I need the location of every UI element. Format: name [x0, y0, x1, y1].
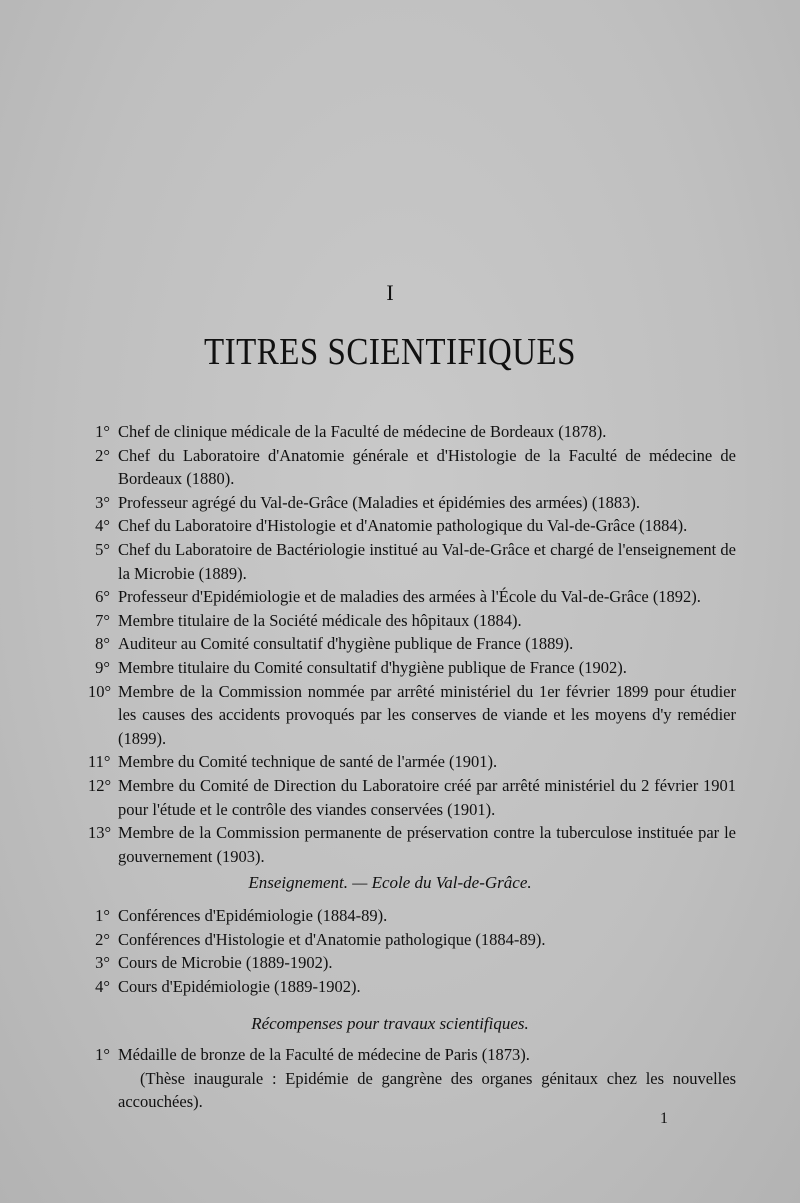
item-number: 1°: [95, 1045, 110, 1064]
item-note: (Thèse inaugurale : Epidémie de gangrène des organes génitaux chez les nouvelles accouchées).: [118, 1068, 736, 1112]
item-number: 13°: [88, 823, 112, 843]
list-item: [68, 975, 736, 999]
item-text: Médaille de bronze de la Faculté de médecine de Paris (1873).: [118, 1045, 530, 1064]
item-text: Membre du Comité de Direction du Laboratoire créé par arrêté ministériel du 2 février 1901 pour l'étude et le contrôle des viandes conservées (1901).: [118, 775, 736, 819]
list-item: [68, 585, 736, 609]
list-item: [68, 904, 736, 928]
item-number: 1°: [95, 422, 110, 441]
enseignement-list: [68, 904, 736, 998]
item-text: Membre titulaire du Comité consultatif d'hygiène publique de France (1902).: [118, 657, 627, 677]
list-item: [68, 444, 736, 491]
item-number: 5°: [95, 539, 110, 559]
item-text: Conférences d'Histologie et d'Anatomie pathologique (1884-89).: [118, 929, 546, 949]
item-text: Chef de clinique médicale de la Faculté de médecine de Bordeaux (1878).: [118, 422, 607, 441]
item-text: Conférences d'Epidémiologie (1884-89).: [118, 906, 388, 925]
part-numeral: I: [386, 280, 394, 305]
recompenses-heading: Récompenses pour travaux scientifiques.: [251, 1014, 529, 1033]
item-text: Membre de la Commission nommée par arrêté ministériel du 1er février 1899 pour étudier les causes des accidents provoqués par les conserves de viande et les moyens d'y remédier (1899).: [118, 681, 736, 748]
item-number: 2°: [95, 445, 110, 465]
item-number: 6°: [95, 587, 110, 607]
item-number: 1°: [95, 906, 110, 925]
item-text: Membre du Comité technique de santé de l'armée (1901).: [118, 752, 498, 772]
item-text: Chef du Laboratoire d'Anatomie générale et d'Histologie de la Faculté de médecine de Bordeaux (1880).: [118, 445, 736, 489]
item-text: Professeur agrégé du Val-de-Grâce (Maladies et épidémies des armées) (1883).: [118, 492, 640, 512]
list-item: [68, 1043, 736, 1067]
list-item: [68, 951, 736, 975]
list-item: [68, 491, 736, 515]
list-item: [68, 538, 736, 585]
item-text: Membre titulaire de la Société médicale des hôpitaux (1884).: [118, 610, 522, 630]
list-item: [68, 750, 736, 774]
list-item: [68, 420, 736, 444]
recompenses-list: [68, 1043, 736, 1114]
item-text: Professeur d'Epidémiologie et de maladies des armées à l'École du Val-de-Grâce (1892).: [118, 587, 701, 607]
list-item: [68, 514, 736, 538]
page-title: TITRES SCIENTIFIQUES: [203, 332, 577, 374]
item-number: 4°: [95, 516, 110, 536]
list-item: [68, 821, 736, 868]
enseignement-heading: Enseignement. — Ecole du Val-de-Grâce.: [248, 873, 532, 892]
item-text: Chef du Laboratoire d'Histologie et d'Anatomie pathologique du Val-de-Grâce (1884).: [118, 516, 688, 536]
item-number: 4°: [95, 976, 110, 996]
list-item: [68, 632, 736, 656]
titres-list: [68, 420, 736, 868]
page-number: 1: [660, 1110, 668, 1127]
item-number: 3°: [95, 953, 110, 973]
item-number: 11°: [88, 752, 111, 772]
item-text: Cours d'Epidémiologie (1889-1902).: [118, 976, 361, 996]
list-item: [68, 680, 736, 751]
item-number: 2°: [95, 929, 110, 949]
list-item: [68, 656, 736, 680]
item-number: 7°: [95, 610, 110, 630]
item-number: 12°: [88, 775, 112, 795]
list-item: [68, 609, 736, 633]
item-text: Chef du Laboratoire de Bactériologie institué au Val-de-Grâce et chargé de l'enseignement de la Microbie (1889).: [118, 539, 736, 583]
item-number: 3°: [95, 492, 110, 512]
item-text: Auditeur au Comité consultatif d'hygiène publique de France (1889).: [118, 634, 574, 654]
item-number: 9°: [95, 657, 110, 677]
item-number: 8°: [95, 634, 110, 654]
item-number: 10°: [88, 681, 112, 701]
list-item: [68, 928, 736, 952]
item-text: Membre de la Commission permanente de préservation contre la tuberculose instituée par le gouvernement (1903).: [118, 823, 736, 866]
list-item: [68, 774, 736, 821]
item-text: Cours de Microbie (1889-1902).: [118, 953, 333, 973]
